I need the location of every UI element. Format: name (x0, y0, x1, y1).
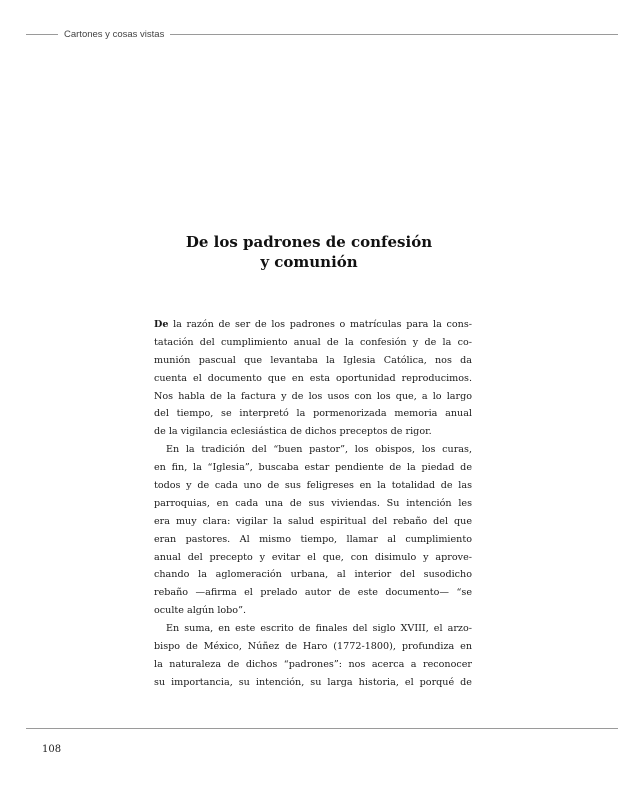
paragraph-line: de la vigilancia eclesiástica de dichos preceptos de rigor. (154, 426, 432, 438)
paragraph-line: todos y de cada uno de sus feligreses en la totalidad de las (154, 480, 472, 492)
body-text (154, 316, 472, 692)
chapter-title-line-1: De los padrones de confesión (185, 233, 433, 251)
paragraph-line: tatación del cumplimiento anual de la confesión y de la co- (154, 336, 472, 348)
paragraph-line: en fin, la “Iglesia”, buscaba estar pendiente de la piedad de (154, 462, 472, 474)
page-number: 108 (42, 744, 62, 755)
footer-rule (26, 728, 618, 729)
lead-in-word: De (154, 319, 169, 330)
paragraph-line: parroquias, en cada una de sus viviendas. Su intención les (154, 497, 472, 509)
paragraph-line: rebaño —afirma el prelado autor de este documento— “se (154, 587, 472, 599)
paragraph-line: la naturaleza de dichos “padrones”: nos acerca a reconocer (154, 658, 472, 670)
paragraph-line: eran pastores. Al mismo tiempo, llamar al cumplimiento (154, 533, 472, 545)
paragraph-line: del tiempo, se interpretó la pormenorizada memoria anual (154, 408, 472, 420)
paragraph-line: En la tradición del “buen pastor”, los obispos, los curas, (166, 444, 472, 456)
paragraph-line-text: la razón de ser de los padrones o matrículas para la cons- (168, 319, 472, 330)
paragraph-line (154, 316, 472, 334)
paragraph-line: anual del precepto y evitar el que, con disimulo y aprove- (154, 551, 472, 563)
paragraph-line: chando la aglomeración urbana, al interior del susodicho (154, 569, 472, 581)
paragraph-line: cuenta el documento que en esta oportunidad reproducimos. (154, 372, 472, 384)
paragraph-line: munión pascual que levantaba la Iglesia Católica, nos da (154, 354, 472, 366)
paragraph-line: Nos habla de la factura y de los usos con los que, a lo largo (154, 390, 472, 402)
paragraph-line: oculte algún lobo”. (154, 605, 247, 617)
header-rule-right (170, 34, 618, 35)
paragraph-line: era muy clara: vigilar la salud espiritual del rebaño del que (154, 515, 472, 527)
chapter-title-line-2: y comunión (260, 253, 358, 271)
running-header (26, 27, 618, 41)
paragraph-line: su importancia, su intención, su larga historia, el porqué de (154, 676, 472, 688)
header-rule-left (26, 34, 58, 35)
paragraph-line: bispo de México, Núñez de Haro (1772-1800), profundiza en (154, 641, 472, 653)
running-head-text: Cartones y cosas vistas (64, 28, 165, 40)
paragraph-line: En suma, en este escrito de finales del siglo XVIII, el arzo- (166, 623, 472, 635)
chapter-title (0, 232, 618, 272)
